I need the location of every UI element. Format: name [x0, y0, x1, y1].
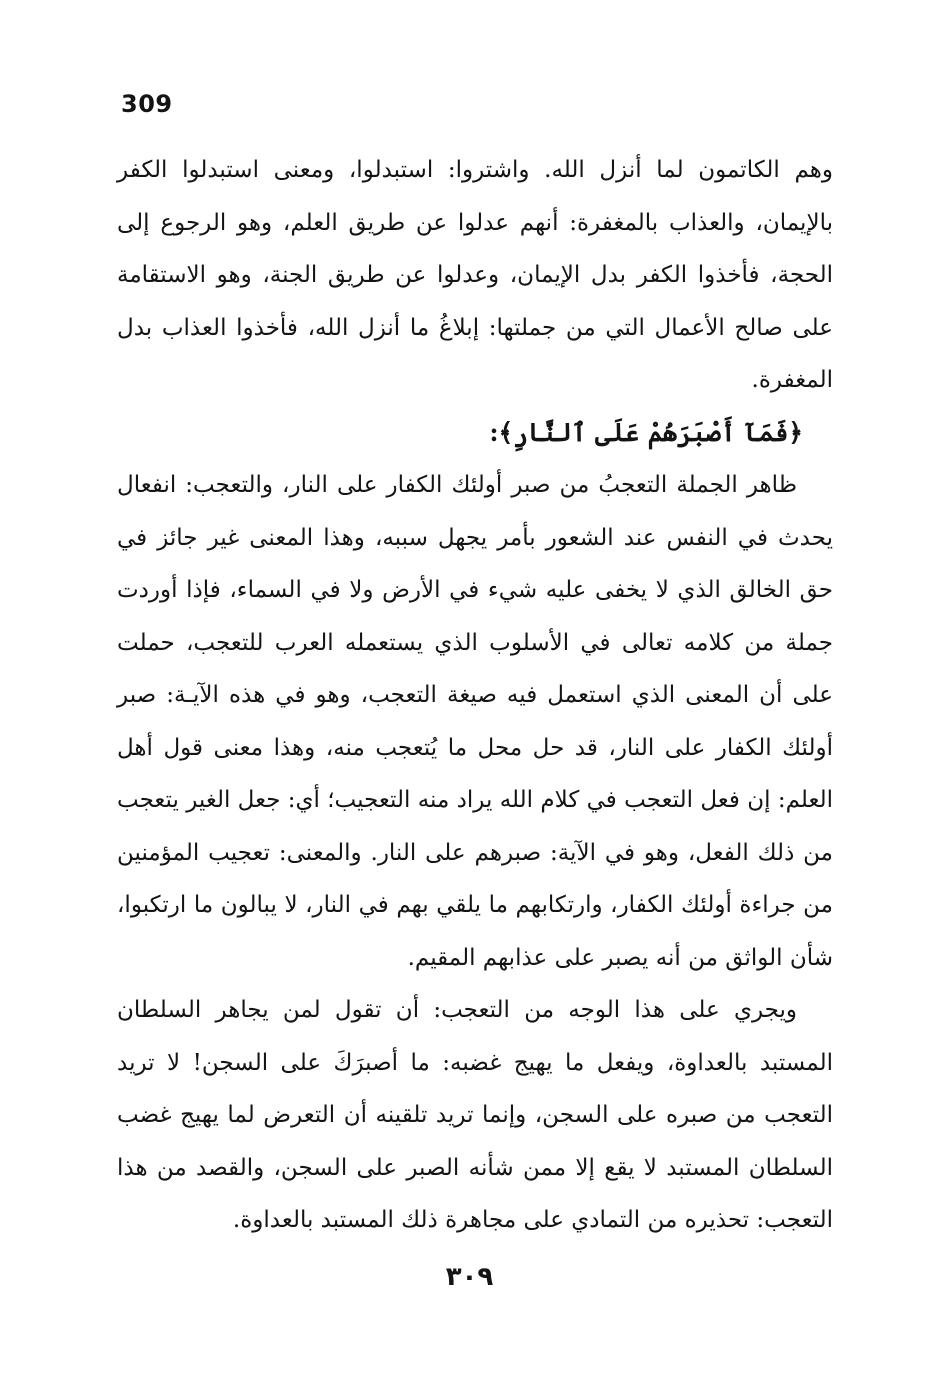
body-text	[117, 144, 833, 1247]
paragraph-1: وهم الكاتمون لما أنزل الله. واشتروا: استبدلوا، ومعنى استبدلوا الكفر بالإيمان، والعذاب بالمغفرة: أنهم عدلوا عن طريق العلم، وهو الرجوع إلى الحجة، فأخذوا الكفر بدل الإيمان، وعدلوا عن طريق الجنة، وهو الاستقامة على صالح الأعمال التي من جملتها: إبلاغُ ما أنزل الله، فأخذوا العذاب بدل المغفرة.	[117, 157, 833, 393]
page-number-latin: 309	[121, 90, 173, 118]
paragraph-2: ظاهر الجملة التعجبُ من صبر أولئك الكفار على النار، والتعجب: انفعال يحدث في النفس عند الشعور بأمر يجهل سببه، وهذا المعنى غير جائز في حق الخالق الذي لا يخفى عليه شيء في الأرض ولا في السماء، فإذا أوردت جملة من كلامه تعالى في الأسلوب الذي يستعمله العرب للتعجب، حملت على أن المعنى الذي استعمل فيه صيغة التعجب، وهو في هذه الآيـة: صبر أولئك الكفار على النار، قد حل محل ما يُتعجب منه، وهذا معنى قول أهل العلم: إن فعل التعجب في كلام الله يراد منه التعجيب؛ أي: جعل الغير يتعجب من ذلك الفعل، وهو في الآية: صبرهم على النار. والمعنى: تعجيب المؤمنين من جراءة أولئك الكفار، وارتكابهم ما يلقي بهم في النار، لا يبالون ما ارتكبوا، شأن الواثق من أنه يصبر على عذابهم المقيم.	[117, 472, 833, 971]
paragraph-3: ويجري على هذا الوجه من التعجب: أن تقول لمن يجاهر السلطان المستبد بالعداوة، ويفعل ما يهيج غضبه: ما أصبرَكَ على السجن! لا تريد التعجب من صبره على السجن، وإنما تريد تلقينه أن التعرض لما يهيج غضب السلطان المستبد لا يقع إلا ممن شأنه الصبر على السجن، والقصد من هذا التعجب: تحذيره من التمادي على مجاهرة ذلك المستبد بالعداوة.	[117, 997, 833, 1233]
quranic-verse-heading: ﴿فَمَآ أَصْبَرَهُمْ عَلَى ٱلنَّارِ﴾:	[489, 417, 803, 447]
page-number-arabic: ٣٠٩	[445, 1262, 494, 1292]
